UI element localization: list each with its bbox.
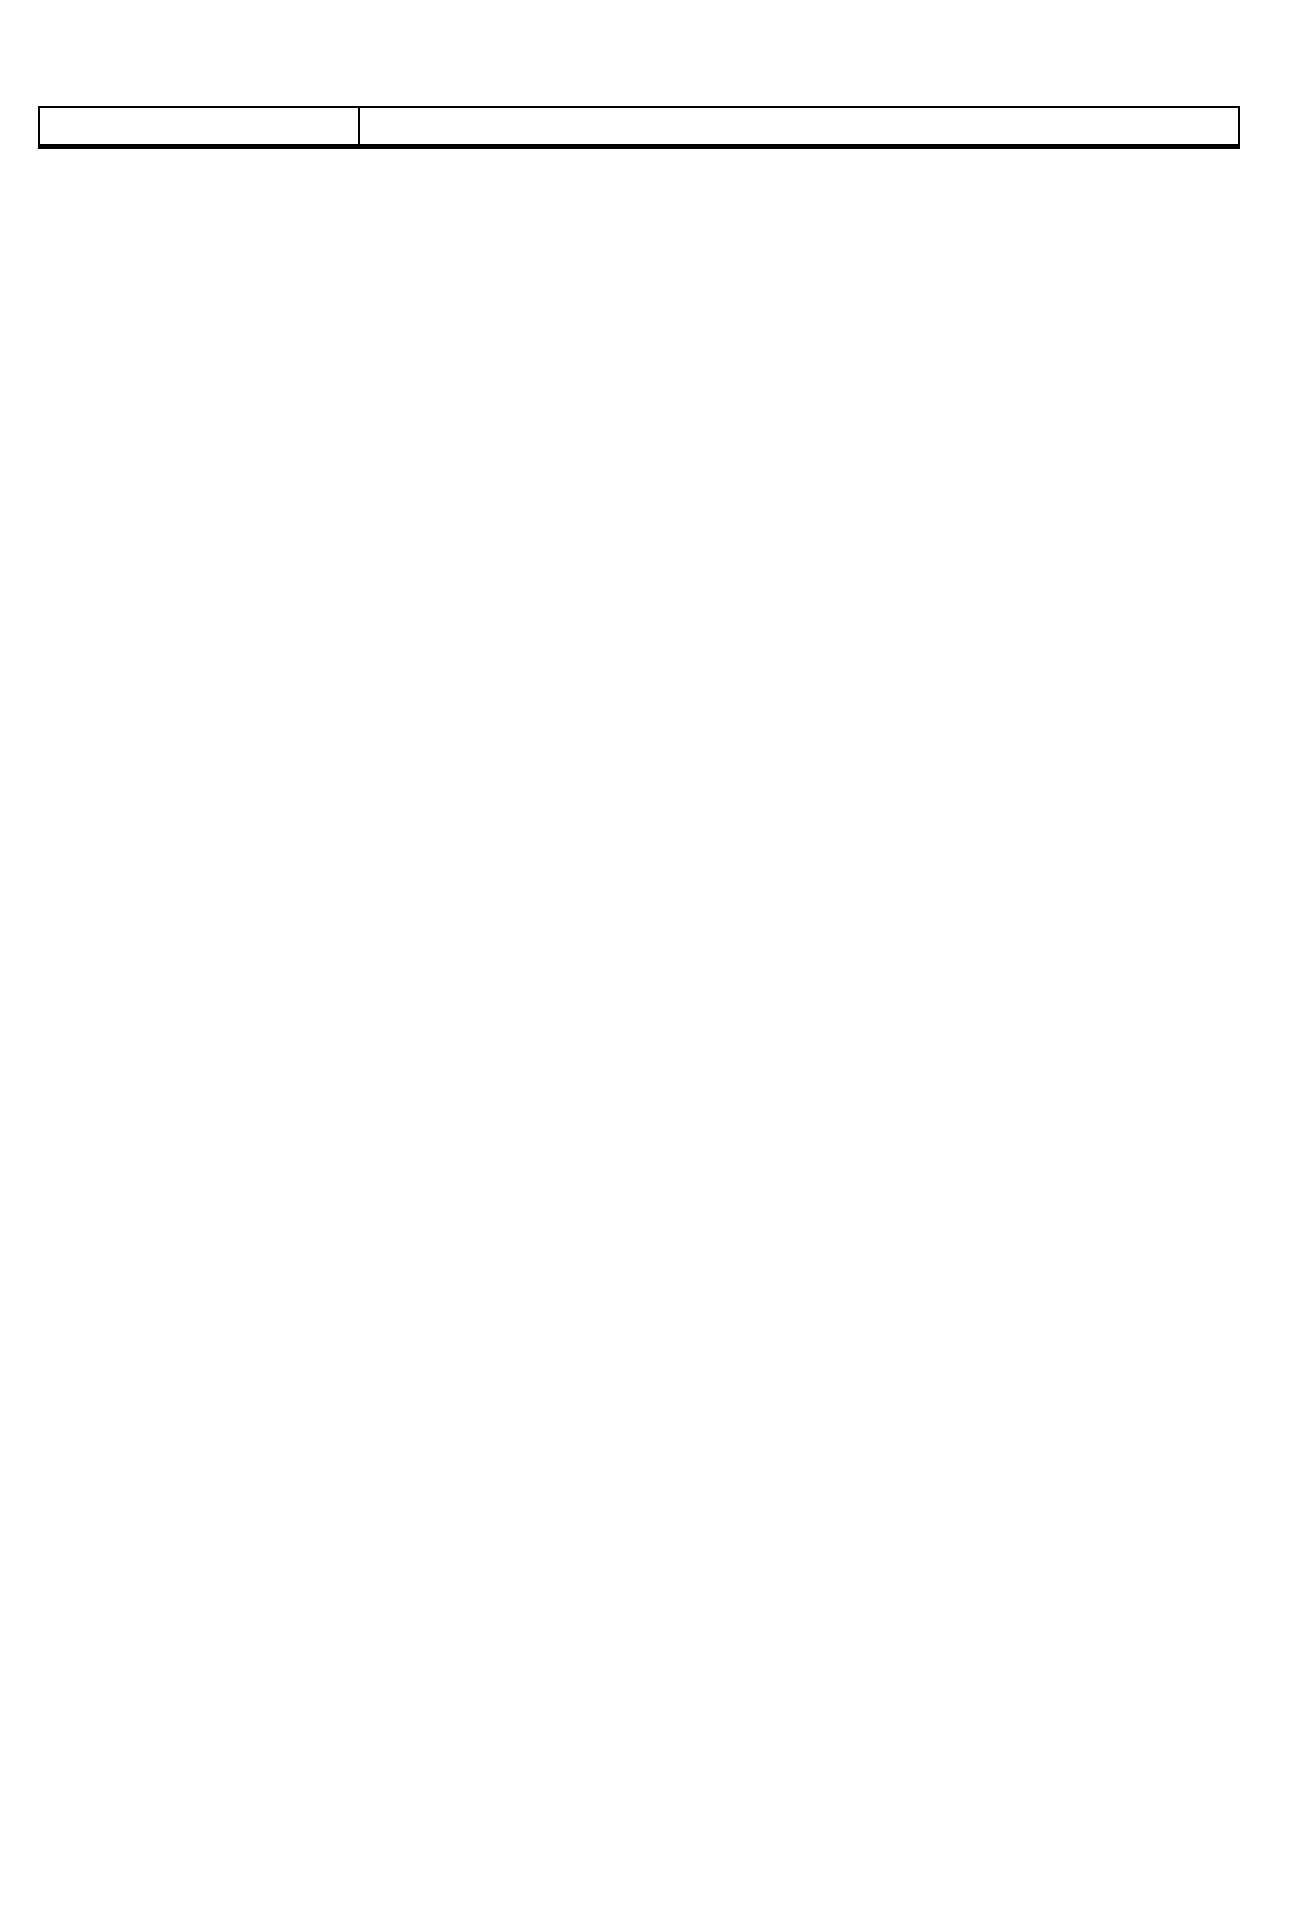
table-header (40, 108, 1238, 147)
service-code-table (38, 106, 1240, 149)
header-service-code-definition (360, 108, 1238, 144)
header-service-code (40, 108, 360, 144)
